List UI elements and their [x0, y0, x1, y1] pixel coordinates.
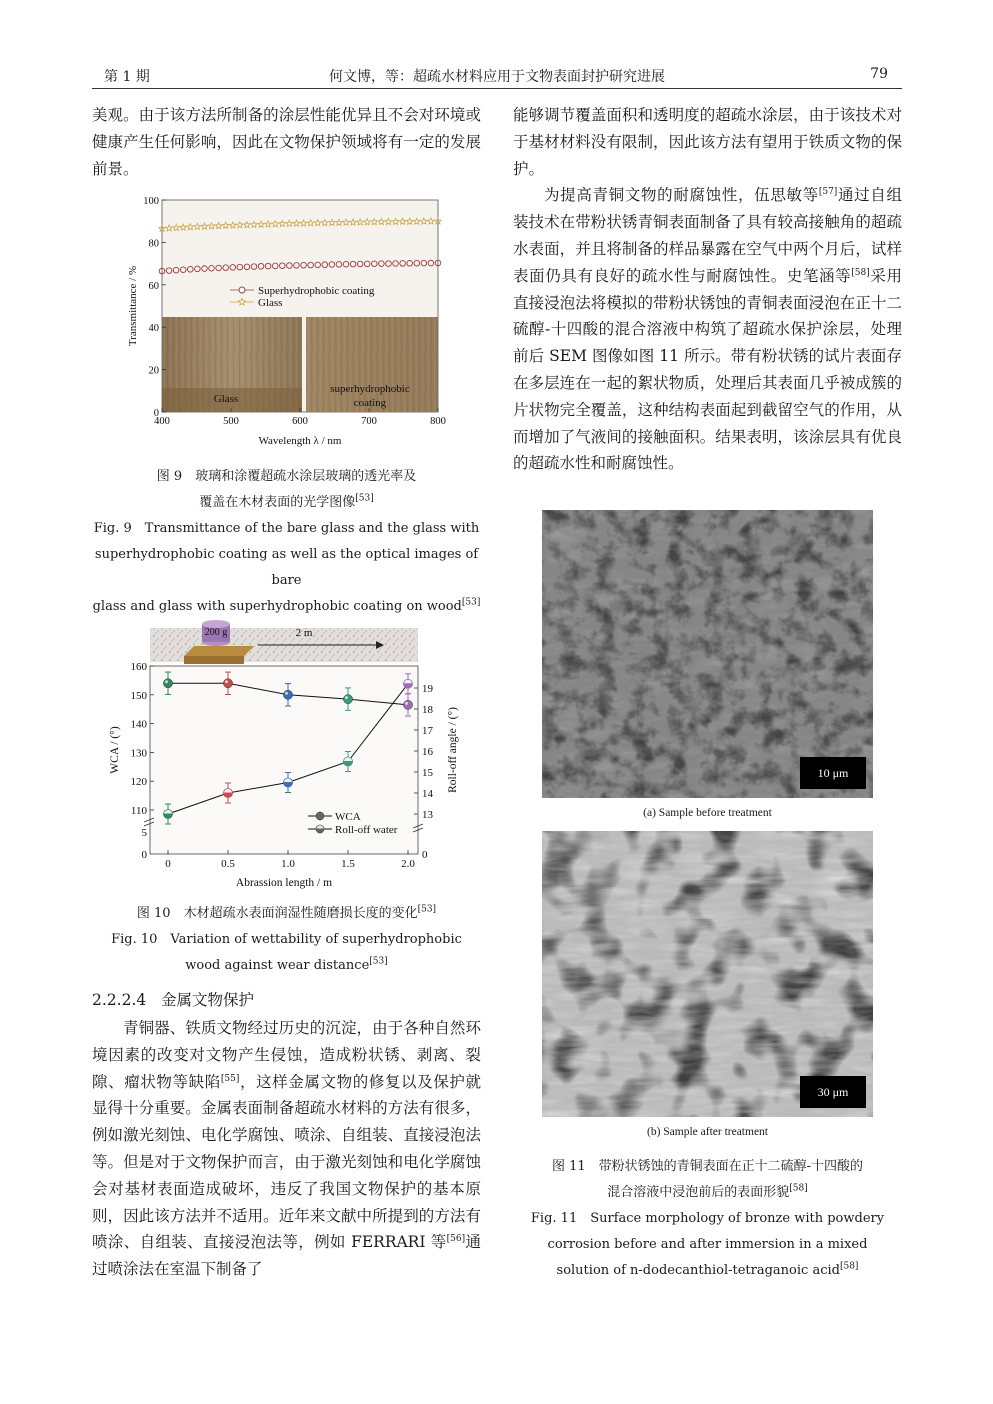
fig10-point-highlight	[405, 702, 408, 705]
fig10-y2tick-label: 0	[422, 849, 428, 861]
fig10-wca-point	[403, 700, 412, 709]
fig9-caption-en-2: superhydrophobic coating as well as the optical images of bare	[94, 547, 479, 588]
fig10-y2tick-label: 16	[422, 746, 433, 758]
section-number: 2.2.2.4	[92, 991, 147, 1009]
right-column-text: 能够调节覆盖面积和透明度的超疏水涂层，由于该技术对于基材材料没有限制，因此该方法有望用于铁质文物的保护。 为提高青铜文物的耐腐蚀性，伍思敏等[57]通过自组装技术在带粉状锈青铜表面制备了具有较高接触角的超疏水表面，并且将制备的样品暴露在空气中两个月后，试样表面仍具有良好的疏水性与耐腐蚀性。史笔涵等[58]采用直接浸泡法将模拟的带粉状锈蚀的青铜表面浸泡在正十二硫醇-十四酸的混合溶液中构筑了超疏水保护涂层，处理前后 SEM 图像如图 11 所示。带有粉状锈的试片表面存在多层连在一起的絮状物质，处理后其表面几乎被成簇的片状物完全覆盖，这种结构表面起到截留空气的作用，从而增加了气液间的接触面积。结果表明，该涂层具有优良的超疏水性和耐腐蚀性。	[513, 106, 902, 473]
fig9-caption-cn-2: 覆盖在木材表面的光学图像	[199, 495, 356, 510]
fig9-ytick-label: 20	[148, 365, 159, 377]
fig9-legend-label: Superhydrophobic coating	[258, 285, 375, 297]
fig10-wettability-chart	[104, 610, 472, 892]
fig10-y2label: Roll-off angle / (°)	[447, 707, 459, 793]
fig10-y2tick-label: 17	[422, 725, 433, 737]
fig9-transmittance-chart	[118, 192, 448, 452]
header-rule	[92, 88, 902, 89]
fig9-caption-en-1: Fig. 9 Transmittance of the bare glass and the glass with	[93, 521, 480, 536]
fig9-ytick-label: 100	[143, 196, 159, 207]
fig10-y2tick-label: 15	[422, 767, 433, 779]
fig10-ytick-label: 130	[130, 747, 147, 760]
fig9-xtick-label: 600	[292, 416, 308, 427]
fig11-caption: 图 11 带粉状锈蚀的青铜表面在正十二硫醇-十四酸的 混合溶液中浸泡前后的表面形貌[58] Fig. 11 Surface morphology of bronze with powdery corrosion before and after immersion in a mixed solution of n-dodecanthiol-tetraganoic acid[58]	[530, 1159, 885, 1278]
fig10-y2tick-label: 13	[422, 809, 433, 821]
sem-texture-a	[542, 510, 873, 798]
fig10-point-highlight	[285, 692, 288, 695]
fig9-caption-en-3: glass and glass with superhydrophobic coating on wood	[92, 599, 462, 614]
sem-image-after	[542, 831, 873, 1117]
fig10-legend-label: Roll-off water	[335, 824, 398, 836]
sem-texture-b	[542, 831, 873, 1117]
fig10-xlabel: Abrassion length / m	[235, 877, 333, 889]
fig9-caption: 图 9 玻璃和涂覆超疏水涂层玻璃的透光率及 覆盖在木材表面的光学图像[53] Fig. 9 Transmittance of the bare glass and the glass with superhydrophobic coating as well as the optical images of bare glass and glass with superhydrophobic coating on wood[53]	[92, 469, 481, 614]
left-body-paragraph: 青铜器、铁质文物经过历史的沉淀，由于各种自然环境因素的改变对文物产生侵蚀，造成粉状锈、剥离、裂隙、瘤状物等缺陷[55]，这样金属文物的修复以及保护就显得十分重要。金属表面制备超疏水材料的方法有很多，例如激光刻蚀、电化学腐蚀、喷涂、自组装、直接浸泡法等。但是对于文物保护而言，由于激光刻蚀和电化学腐蚀会对基材表面造成破坏，违反了我国文物保护的基本原则，因此该方法并不适用。近年来文献中所提到的方法有喷涂、自组装、直接浸泡法等，例如 FERRARI 等[56]通过喷涂法在室温下制备了	[92, 1019, 481, 1279]
fig10-caption: 图 10 木材超疏水表面润湿性随磨损长度的变化[53] Fig. 10 Variation of wettability of superhydrophobic wood against wear distance[53]	[111, 904, 462, 973]
fig9-ytick-label: 80	[148, 238, 159, 250]
fig9-caption-cn-1: 图 9 玻璃和涂覆超疏水涂层玻璃的透光率及	[156, 469, 417, 484]
fig9-ytick-label: 40	[148, 323, 159, 335]
fig10-legend-label: WCA	[335, 811, 361, 823]
fig11-caption-en-2: corrosion before and after immersion in a mixed	[547, 1237, 868, 1252]
fig10-wca-point	[163, 679, 172, 688]
fig10-ytick-label: 120	[130, 776, 147, 789]
fig11-caption-en-3: solution of n-dodecanthiol-tetraganoic acid	[556, 1263, 840, 1278]
fig10-y2tick-label: 14	[422, 788, 433, 800]
fig11-subcaption-b: (b) Sample after treatment	[646, 1126, 768, 1138]
fig10-caption-en-2: wood against wear distance	[185, 958, 370, 973]
scale-bar-b: 30 μm	[800, 1076, 866, 1108]
photo-label-coating-2: coating	[353, 397, 387, 409]
fig10-abrasion-schematic	[150, 620, 418, 664]
running-title: 何文博，等：超疏水材料应用于文物表面封护研究进展	[329, 69, 665, 85]
fig10-point-highlight	[165, 680, 168, 683]
photo-label-coating-1: superhydrophobic	[330, 383, 410, 395]
page-number: 79	[870, 66, 888, 82]
fig10-wca-point	[223, 679, 232, 688]
fig10-ytick-label: 160	[130, 661, 147, 673]
fig10-ytick-label: 5	[141, 827, 147, 839]
running-header	[92, 64, 902, 88]
fig9-legend-label: Glass	[258, 297, 283, 309]
fig10-y2tick-label: 18	[422, 704, 433, 716]
fig9-xtick-label: 500	[223, 416, 239, 427]
fig10-y2tick-label: 19	[422, 683, 433, 695]
fig10-point-highlight	[345, 696, 348, 699]
fig10-wca-point	[283, 690, 292, 699]
fig10-ytick-label: 140	[130, 718, 147, 731]
fig9-xtick-label: 700	[361, 416, 377, 427]
section-title: 金属文物保护	[161, 991, 255, 1009]
fig10-ytick-label: 150	[130, 689, 147, 702]
scale-bar-a: 10 μm	[800, 757, 866, 789]
sem-image-before	[542, 510, 873, 798]
fig11-caption-en-1: Fig. 11 Surface morphology of bronze with powdery	[530, 1211, 885, 1226]
fig9-ytick-label: 0	[153, 408, 159, 419]
fig9-xlabel: Wavelength λ / nm	[258, 435, 342, 447]
photo-label-glass: Glass	[213, 393, 239, 405]
fig11-subcaption-a: (a) Sample before treatment	[643, 807, 772, 819]
fig9-ylabel: Transmittance / %	[127, 265, 139, 347]
fig10-xtick-label: 0	[165, 858, 171, 870]
fig10-xtick-label: 0.5	[221, 858, 235, 870]
fig10-ytick-label: 110	[130, 805, 147, 817]
distance-label: 2 m	[295, 627, 313, 639]
fig10-xtick-label: 1.0	[281, 858, 295, 870]
fig9-legend-marker	[239, 287, 245, 293]
fig10-legend-marker	[316, 812, 324, 820]
fig9-ytick-label: 60	[148, 280, 159, 292]
fig9-xtick-label: 400	[154, 416, 170, 427]
fig11-caption-cn-2: 混合溶液中浸泡前后的表面形貌	[607, 1185, 790, 1200]
fig10-point-highlight	[225, 680, 228, 683]
weight-label: 200 g	[204, 627, 228, 638]
fig9-optical-images	[162, 317, 438, 412]
fig10-caption-cn: 图 10 木材超疏水表面润湿性随磨损长度的变化	[136, 906, 418, 921]
left-top-paragraph: 美观。由于该方法所制备的涂层性能优异且不会对环境或健康产生任何影响，因此在文物保护领域将有一定的发展前景。	[92, 106, 481, 178]
fig10-xtick-label: 1.5	[341, 858, 355, 870]
fig10-xtick-label: 2.0	[401, 858, 415, 870]
section-heading	[92, 988, 254, 1010]
issue-number: 第 1 期	[104, 69, 150, 85]
fig10-caption-en-1: Fig. 10 Variation of wettability of superhydrophobic	[111, 932, 462, 947]
fig10-wca-point	[343, 695, 352, 704]
fig10-ytick-label: 0	[141, 849, 147, 861]
fig10-ylabel: WCA / (°)	[109, 726, 121, 774]
fig9-xtick-label: 800	[430, 416, 446, 427]
fig11-caption-cn-1: 图 11 带粉状锈蚀的青铜表面在正十二硫醇-十四酸的	[551, 1159, 864, 1174]
